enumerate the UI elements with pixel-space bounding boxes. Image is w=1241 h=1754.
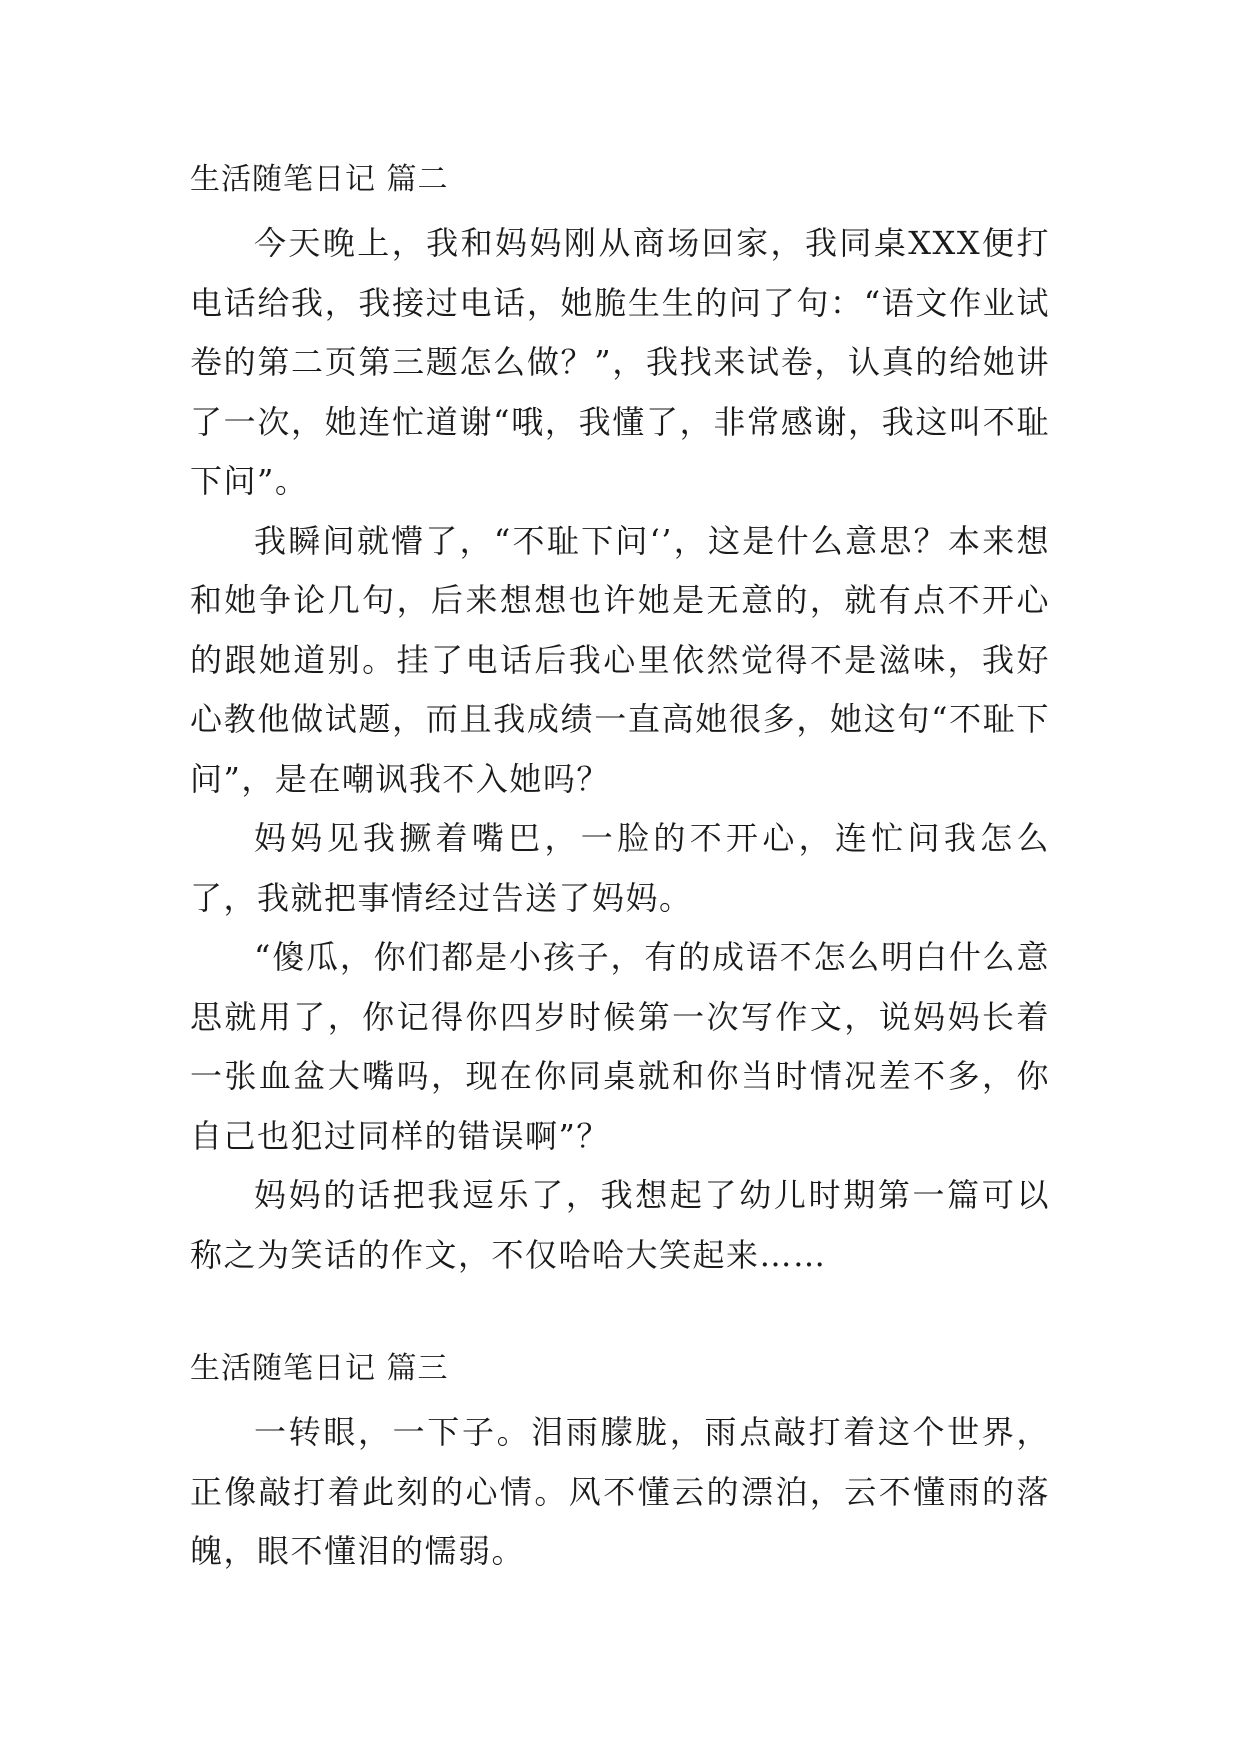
section-title: 生活随笔日记 篇二 [190, 162, 449, 197]
document-page [190, 160, 1050, 1582]
diary-section-3 [190, 1349, 1050, 1582]
diary-section-2 [190, 160, 1050, 1285]
paragraph: “傻瓜，你们都是小孩子，有的成语不怎么明白什么意思就用了，你记得你四岁时候第一次写作文，说妈妈长着一张血盆大嘴吗，现在你同桌就和你当时情况差不多，你自己也犯过同样的错误啊”？ [190, 938, 1050, 1155]
paragraph: 妈妈见我撅着嘴巴，一脸的不开心，连忙问我怎么了，我就把事情经过告送了妈妈。 [190, 819, 1050, 917]
paragraph: 一转眼，一下子。泪雨朦胧，雨点敲打着这个世界，正像敲打着此刻的心情。风不懂云的漂泊，云不懂雨的落魄，眼不懂泪的懦弱。 [190, 1413, 1050, 1570]
paragraph: 我瞬间就懵了，“不耻下问‘’，这是什么意思？本来想和她争论几句，后来想想也许她是无意的，就有点不开心的跟她道别。挂了电话后我心里依然觉得不是滋味，我好心教他做试题，而且我成绩一直高她很多，她这句“不耻下问”，是在嘲讽我不入她吗？ [190, 521, 1050, 798]
paragraph: 妈妈的话把我逗乐了，我想起了幼儿时期第一篇可以称之为笑话的作文，不仅哈哈大笑起来…… [190, 1176, 1050, 1274]
paragraph: 今天晚上，我和妈妈刚从商场回家，我同桌XXX便打电话给我，我接过电话，她脆生生的问了句：“语文作业试卷的第二页第三题怎么做？”，我找来试卷，认真的给她讲了一次，她连忙道谢“哦，我懂了，非常感谢，我这叫不耻下问”。 [190, 224, 1050, 500]
section-title: 生活随笔日记 篇三 [190, 1351, 449, 1386]
